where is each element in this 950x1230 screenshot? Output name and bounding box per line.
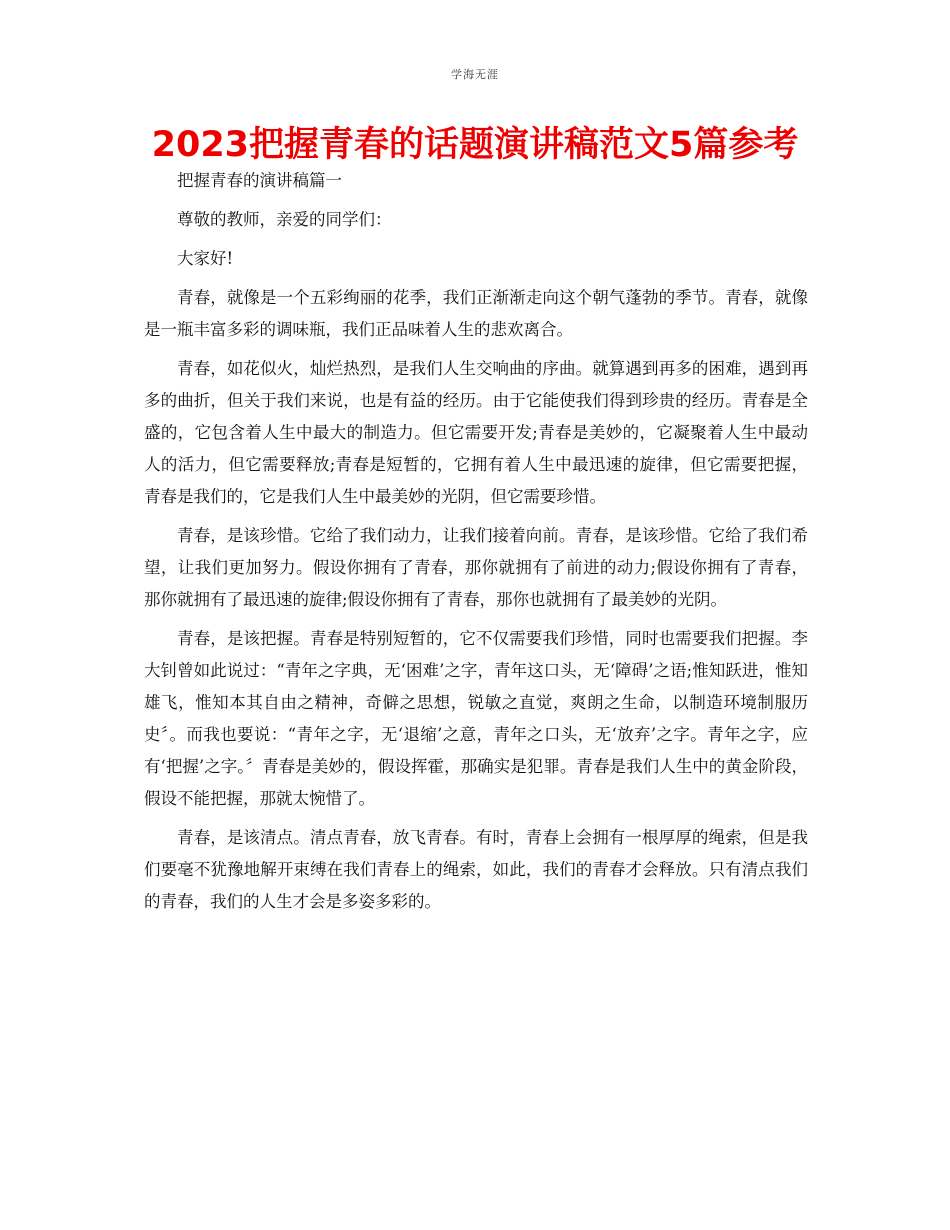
section-heading: 把握青春的演讲稿篇一 <box>177 171 342 190</box>
salutation: 尊敬的教师，亲爱的同学们： <box>177 210 392 229</box>
body-paragraph: 青春，是该把握。青春是特别短暂的，它不仅需要我们珍惜，同时也需要我们把握。李大钊曾如此说过：“青年之字典，无‘困难’之字，青年这口头，无‘障碍’之语;惟知跃进，惟知雄飞，惟知本其自由之精神，奇僻之思想，锐敏之直觉，爽朗之生命，以制造环境制服历史〞。而我也要说：“青年之字，无‘退缩’之意，青年之口头，无‘放弃’之字。青年之字，应有‘把握’之字。〞青春是美妙的，假设挥霍，那确实是犯罪。青春是我们人生中的黄金阶段，假设不能把握，那就太惋惜了。 <box>144 629 808 808</box>
body-paragraph: 青春，是该珍惜。它给了我们动力，让我们接着向前。青春，是该珍惜。它给了我们希望，让我们更加努力。假设你拥有了青春，那你就拥有了前进的动力;假设你拥有了青春，那你就拥有了最迅速的旋律;假设你拥有了青春，那你也就拥有了最美妙的光阴。 <box>144 526 808 609</box>
body-paragraph: 青春，就像是一个五彩绚丽的花季，我们正渐渐走向这个朝气蓬勃的季节。青春，就像是一瓶丰富多彩的调味瓶，我们正品味着人生的悲欢离合。 <box>144 288 808 339</box>
greeting: 大家好! <box>177 249 234 268</box>
page-header-note: 学海无涯 <box>451 68 499 81</box>
body-paragraph: 青春，是该清点。清点青春，放飞青春。有时，青春上会拥有一根厚厚的绳索，但是我们要毫不犹豫地解开束缚在我们青春上的绳索，如此，我们的青春才会释放。只有清点我们的青春，我们的人生才会是多姿多彩的。 <box>144 828 808 911</box>
document-body <box>144 165 808 925</box>
document-title: 2023把握青春的话题演讲稿范文5篇参考 <box>151 125 799 165</box>
body-paragraph: 青春，如花似火，灿烂热烈，是我们人生交响曲的序曲。就算遇到再多的困难，遇到再多的曲折，但关于我们来说，也是有益的经历。由于它能使我们得到珍贵的经历。青春是全盛的，它包含着人生中最大的制造力。但它需要开发;青春是美妙的，它凝聚着人生中最动人的活力，但它需要释放;青春是短暂的，它拥有着人生中最迅速的旋律，但它需要把握，青春是我们的，它是我们人生中最美妙的光阴，但它需要珍惜。 <box>144 359 808 506</box>
